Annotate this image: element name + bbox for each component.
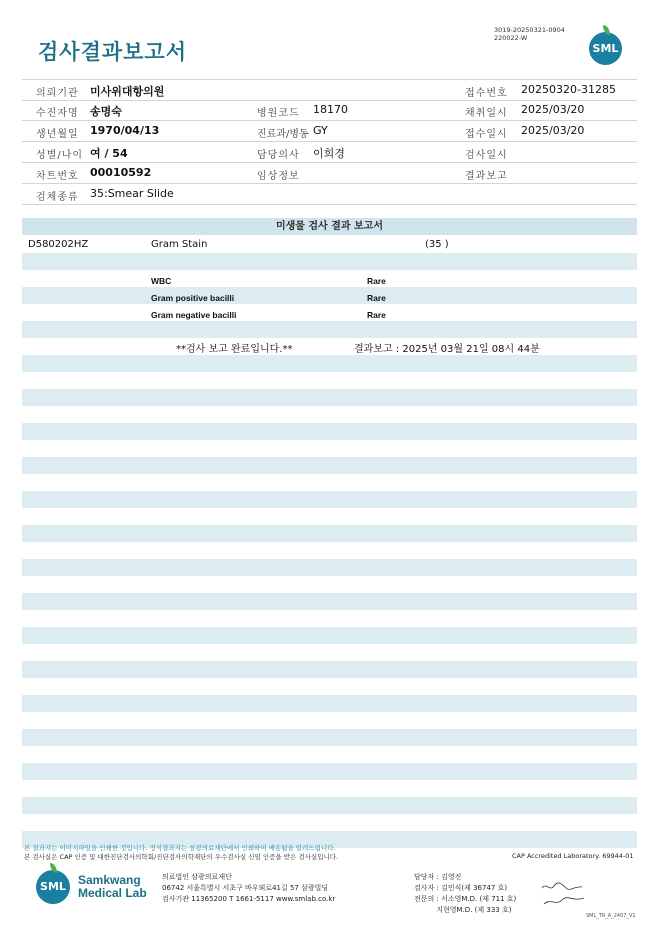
stripe-row: [22, 423, 637, 440]
receipt-date-value: 2025/03/20: [521, 124, 585, 137]
brand-name: [78, 874, 147, 900]
test-date-label: 검사일시: [465, 150, 508, 161]
sml-logo-footer: [36, 870, 70, 904]
document-code-line1: 3019-20250321-0904: [494, 26, 565, 34]
result-item-wbc: WBC: [151, 276, 172, 286]
stripe-row: [22, 253, 637, 270]
staff-list: [414, 872, 516, 916]
sml-logo-top: [589, 32, 622, 65]
chart-no-label: 차트번호: [36, 171, 79, 182]
signature-image: [540, 880, 586, 910]
cap-accreditation: CAP Accredited Laboratory. 69944-01: [512, 852, 634, 860]
collection-date-value: 2025/03/20: [521, 103, 585, 116]
sex-age-value: 여 / 54: [90, 147, 128, 160]
stripe-row: [22, 355, 637, 372]
stripe-row: [22, 559, 637, 576]
doctor-value: 이희경: [313, 147, 345, 160]
stripe-row: [22, 661, 637, 678]
collection-date-label: 채취일시: [465, 108, 508, 119]
stripe-row: [22, 729, 637, 746]
info-row-sex-age: [22, 142, 637, 163]
info-row-birth: [22, 121, 637, 142]
staff-line4: 지현영M.D. (제 333 호): [414, 906, 512, 914]
brand-line2: Medical Lab: [78, 886, 147, 900]
clinical-info-label: 임상정보: [257, 171, 300, 182]
chart-no-value: 00010592: [90, 166, 152, 179]
test-name: Gram Stain: [151, 239, 208, 250]
form-code: SML_TR_A_2407_V1: [586, 913, 636, 919]
patient-name-label: 수진자명: [36, 108, 79, 119]
address-line1: 의료법인 삼광의료재단: [162, 873, 232, 881]
specimen-label: 검체종류: [36, 192, 79, 203]
test-code: D580202HZ: [28, 239, 89, 250]
receipt-date-label: 접수일시: [465, 129, 508, 140]
staff-line2: 검사자 : 김민식(제 36747 호): [414, 884, 508, 892]
leaf-icon: [603, 25, 610, 35]
info-row-patient: [22, 100, 637, 121]
document-code-line2: 220022-W: [494, 34, 528, 42]
address-line2: 06742 서울특별시 서초구 바우뫼로41길 57 삼광빌딩: [162, 884, 329, 892]
stripe-row: [22, 695, 637, 712]
lab-address: [162, 872, 335, 905]
result-item-gram-negative: Gram negative bacilli: [151, 310, 237, 320]
patient-name-value: 송명숙: [90, 105, 122, 118]
staff-line1: 담당자 : 김영진: [414, 873, 462, 881]
address-line3: 검사기관 11365200 T 1661-5117 www.smlab.co.kr: [162, 895, 336, 903]
test-count: (35 ): [425, 239, 449, 250]
receipt-no-label: 접수번호: [465, 88, 508, 99]
completion-text: **검사 보고 완료입니다.**: [176, 344, 293, 355]
stripe-row: [22, 627, 637, 644]
stripe-row: [22, 593, 637, 610]
page-title: 검사결과보고서: [38, 40, 188, 64]
stripe-row: [22, 491, 637, 508]
doctor-label: 담당의사: [257, 150, 300, 161]
institution-label: 의뢰기관: [36, 88, 79, 99]
leaf-icon: [50, 863, 57, 873]
stripe-row: [22, 457, 637, 474]
info-row-institution: [22, 79, 637, 101]
birth-value: 1970/04/13: [90, 124, 160, 137]
receipt-no-value: 20250320-31285: [521, 83, 616, 96]
image-copy-notice: 본 결과지는 이미지파일을 인쇄한 것입니다. 정식결과지는 삼광의료재단에서 인쇄하여 배송됨을 알려드립니다.: [24, 844, 336, 852]
specimen-value: 35:Smear Slide: [90, 187, 174, 200]
logo-text: SML: [592, 42, 619, 55]
info-row-specimen: [22, 184, 637, 205]
result-value-gram-positive: Rare: [367, 293, 386, 303]
stripe-row: [22, 389, 637, 406]
result-item-gram-positive: Gram positive bacilli: [151, 293, 235, 303]
info-row-chart: [22, 163, 637, 184]
sex-age-label: 성별/나이: [36, 150, 84, 161]
stripe-row: [22, 287, 637, 304]
document-code: [494, 26, 565, 42]
report-heading: 미생물 검사 결과 보고서: [22, 218, 637, 235]
result-value-wbc: Rare: [367, 276, 386, 286]
dept-value: GY: [313, 124, 328, 137]
result-report-label: 결과보고: [465, 171, 508, 182]
accreditation-notice: 본 검사실은 CAP 인증 및 대한진단검사의학회/진단검사의학재단의 우수검사실 신임 인증을 받은 검사실입니다.: [24, 853, 339, 861]
stripe-row: [22, 525, 637, 542]
report-time: 결과보고 : 2025년 03월 21일 08시 44분: [354, 344, 540, 355]
footer-logo-text: SML: [40, 880, 66, 893]
hospital-code-label: 병원코드: [257, 108, 300, 119]
result-value-gram-negative: Rare: [367, 310, 386, 320]
birth-label: 생년월일: [36, 129, 79, 140]
stripe-row: [22, 797, 637, 814]
dept-label: 진료과/병동: [257, 129, 309, 140]
hospital-code-value: 18170: [313, 103, 348, 116]
staff-line3: 전문의 : 서소영M.D. (제 711 호): [414, 895, 517, 903]
brand-line1: Samkwang: [78, 873, 141, 887]
stripe-row: [22, 321, 637, 338]
institution-value: 미사위대항의원: [90, 85, 165, 98]
stripe-row: [22, 763, 637, 780]
